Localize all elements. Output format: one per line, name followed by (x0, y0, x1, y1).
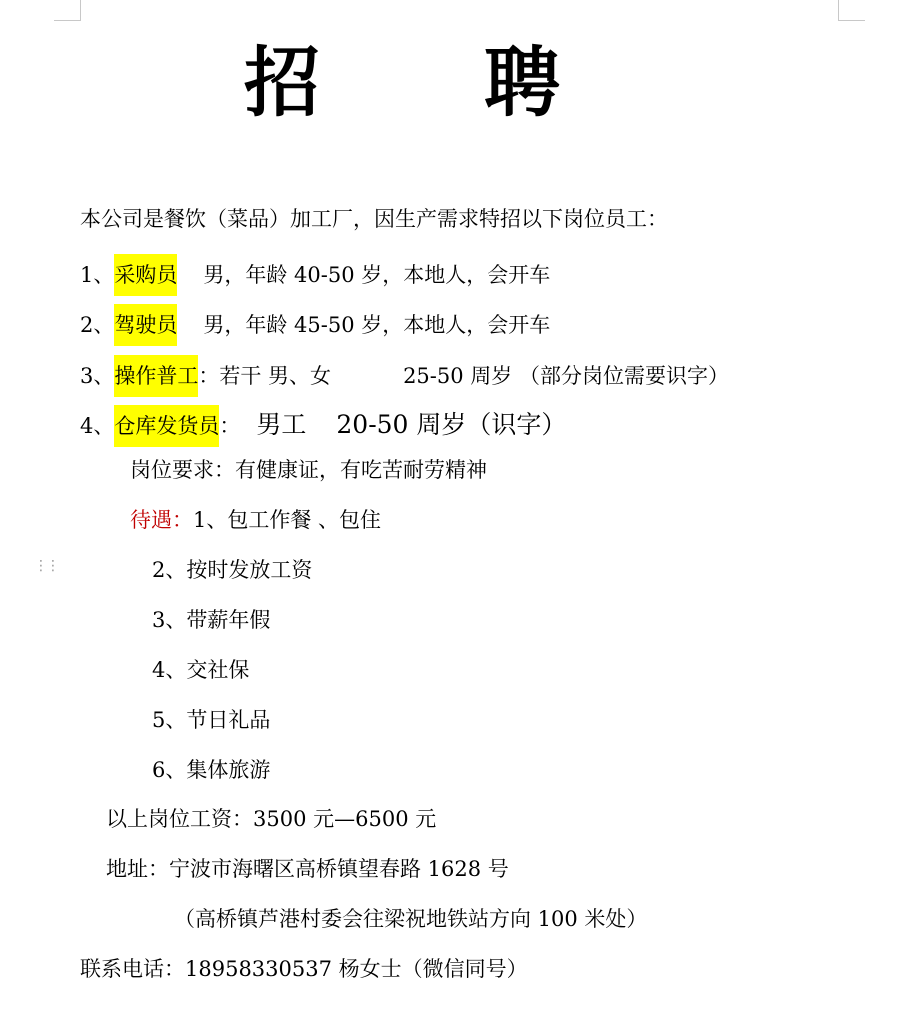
benefit-item-1: 1、包工作餐 、包住 (193, 508, 382, 532)
requirements-line: 岗位要求：有健康证，有吃苦耐劳精神 (130, 458, 487, 482)
position-1-detail: 男，年龄 40-50 岁，本地人，会开车 (203, 263, 551, 287)
position-1-name: 采购员 (114, 254, 177, 296)
position-2-detail: 男，年龄 45-50 岁，本地人，会开车 (203, 313, 551, 337)
position-1-number: 1、 (80, 263, 115, 287)
salary-line: 以上岗位工资：3500 元—6500 元 (106, 807, 437, 831)
page-corner-mark-left (54, 0, 81, 21)
position-4-detail-b: 20-50 周岁（识字） (336, 410, 567, 439)
benefits-label: 待遇： (130, 508, 193, 532)
benefits-line (130, 505, 381, 535)
position-3-number: 3、 (80, 364, 115, 388)
position-2-name: 驾驶员 (114, 304, 177, 346)
position-3-sep: ： (198, 364, 220, 388)
position-2-line (80, 304, 550, 346)
position-4-detail-a: 男工 (256, 410, 307, 439)
position-4-sep: ： (219, 414, 241, 438)
position-1-line (80, 254, 550, 296)
title-char-1: 招 (244, 38, 320, 127)
position-2-number: 2、 (80, 313, 115, 337)
benefit-item-3: 3、带薪年假 (152, 608, 271, 632)
position-4-line (80, 405, 566, 447)
benefit-item-4: 4、交社保 (152, 658, 250, 682)
benefit-item-6: 6、集体旅游 (152, 758, 271, 782)
drag-handle-icon[interactable]: ⋮⋮ (34, 558, 58, 574)
address-line: 地址：宁波市海曙区高桥镇望春路 1628 号 (106, 857, 509, 881)
address-note-line: （高桥镇芦港村委会往梁祝地铁站方向 100 米处） (174, 907, 648, 931)
position-3-detail-b: 25-50 周岁 （部分岗位需要识字） (403, 364, 729, 388)
position-3-detail-a: 若干 男、女 (219, 364, 332, 388)
position-3-name: 操作普工 (114, 355, 198, 397)
title-char-2: 聘 (484, 38, 560, 127)
intro-line: 本公司是餐饮（菜品）加工厂，因生产需求特招以下岗位员工： (80, 207, 668, 231)
contact-line: 联系电话：18958330537 杨女士（微信同号） (80, 957, 528, 981)
position-3-line (80, 355, 729, 397)
position-4-number: 4、 (80, 414, 115, 438)
position-4-name: 仓库发货员 (114, 405, 219, 447)
page-corner-mark-right (838, 0, 865, 21)
benefit-item-2: 2、按时发放工资 (152, 558, 313, 582)
benefit-item-5: 5、节日礼品 (152, 708, 271, 732)
